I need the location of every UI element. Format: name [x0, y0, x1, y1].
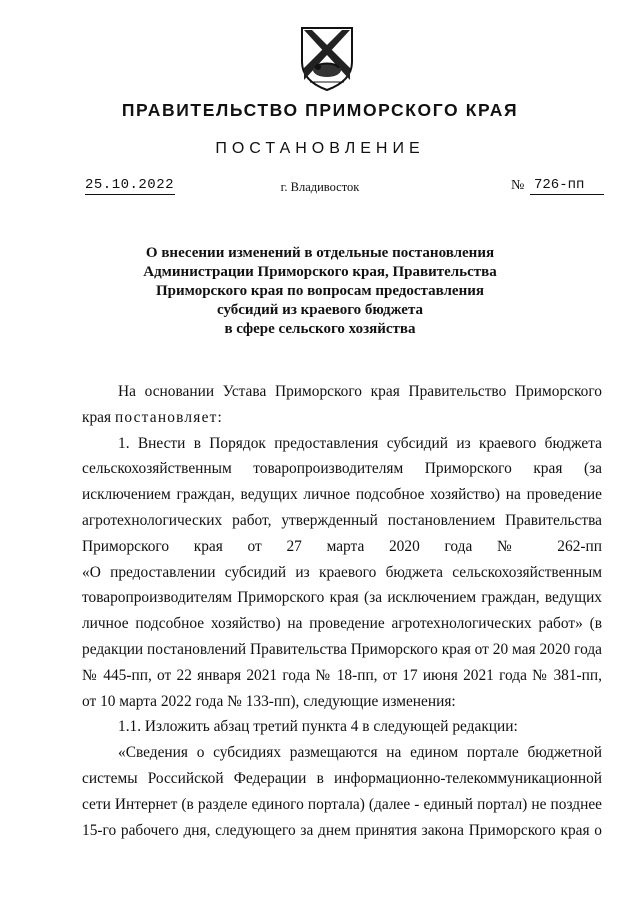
body-line: 1. Внести в Порядок предоставления субсидий из краевого бюджета: [118, 434, 602, 452]
body-line: 15-го рабочего дня, следующего за днем принятия закона Приморского края о: [82, 821, 602, 839]
body-line-text: края: [82, 408, 115, 426]
document-body: [82, 379, 602, 843]
body-line: сети Интернет (в разделе единого портала) (далее - единый портал) не позднее: [82, 795, 602, 813]
document-date: 25.10.2022: [85, 177, 175, 193]
body-line: 1.1. Изложить абзац третий пункта 4 в следующей редакции:: [118, 718, 518, 736]
document-number: 726-пп: [530, 177, 604, 195]
body-line: «О предоставлении субсидий из краевого бюджета сельскохозяйственным: [82, 563, 602, 581]
coat-of-arms-icon: [298, 24, 356, 92]
body-line: «Сведения о субсидиях размещаются на едином портале бюджетной: [118, 744, 602, 762]
document-city: г. Владивосток: [280, 180, 360, 194]
body-line: агротехнологических работ, утвержденный постановлением Правительства: [82, 511, 602, 529]
body-line: редакции постановлений Правительства Приморского края от 20 мая 2020 года: [82, 640, 602, 658]
body-line: исключением граждан, ведущих личное подсобное хозяйство) на проведение: [82, 486, 602, 504]
body-line-spaced: постановляет:: [114, 408, 224, 426]
body-line: На основании Устава Приморского края Правительство Приморского: [118, 383, 602, 400]
number-label: №: [511, 178, 525, 193]
body-line: Приморского края от 27 марта 2020 года № 262-пп: [82, 537, 602, 555]
document-type: ПОСТАНОВЛЕНИЕ: [215, 140, 425, 157]
government-title: ПРАВИТЕЛЬСТВО ПРИМОРСКОГО КРАЯ: [121, 100, 519, 120]
subject-line: О внесении изменений в отдельные постановления: [145, 245, 495, 261]
body-line: от 10 марта 2022 года № 133-пп), следующие изменения:: [82, 692, 456, 710]
body-line: системы Российской Федерации в информационно-телекоммуникационной: [82, 769, 602, 787]
body-line: личное подсобное хозяйство) на проведение агротехнологических работ» (в: [82, 615, 602, 633]
subject-line: Приморского края по вопросам предоставления: [156, 283, 484, 299]
body-line: сельскохозяйственным товаропроизводителям Приморского края (за: [82, 460, 602, 478]
document-subject: [120, 244, 520, 339]
body-line: товаропроизводителям Приморского края (за исключением граждан, ведущих: [82, 589, 602, 607]
subject-line: субсидий из краевого бюджета: [216, 302, 423, 318]
body-line: [82, 405, 602, 431]
body-line: № 445-пп, от 22 января 2021 года № 18-пп, от 17 июня 2021 года № 381-пп,: [82, 666, 602, 684]
subject-line: Администрации Приморского края, Правительства: [143, 264, 497, 280]
subject-line: в сфере сельского хозяйства: [224, 321, 416, 337]
